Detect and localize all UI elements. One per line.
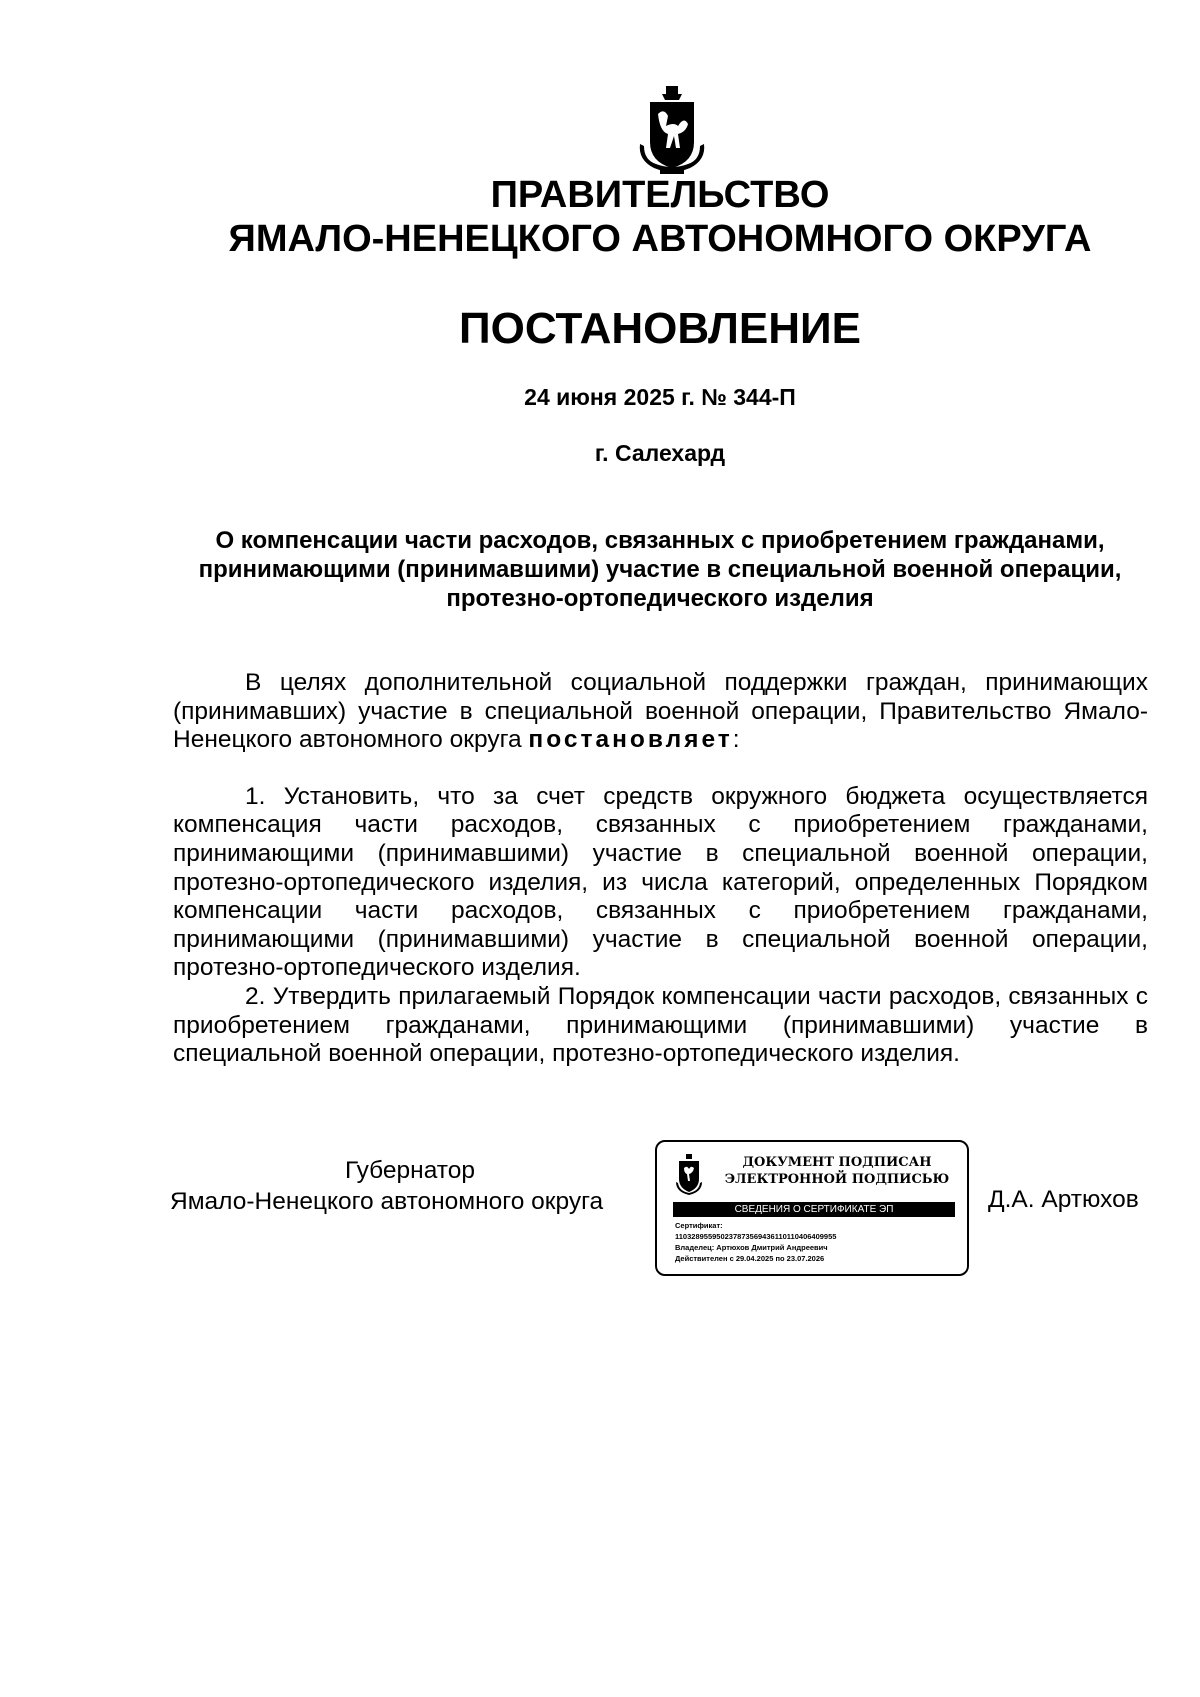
position-line2: Ямало-Ненецкого автономного округа — [170, 1188, 604, 1215]
document-type-title: ПОСТАНОВЛЕНИЕ — [458, 304, 862, 353]
clause-2: 2. Утвердить прилагаемый Порядок компенсации части расходов, связанных с приобретением гражданами, принимающими (принимавшими) участие в специальной военной операции, протезно-ортопедического изделия. — [173, 982, 1148, 1068]
preamble-verb: постановляет — [528, 726, 733, 754]
coat-of-arms-emblem — [636, 84, 708, 176]
stamp-cert-number: 110328955950237873569436110110406409955 — [675, 1232, 837, 1241]
signer-name: Д.А. Артюхов — [988, 1186, 1139, 1213]
stamp-title — [717, 1154, 957, 1188]
position-line1: Губернатор — [345, 1157, 475, 1184]
preamble-tail: : — [732, 726, 740, 754]
org-name-line1: ПРАВИТЕЛЬСТВО — [490, 174, 830, 216]
stamp-title-line2: ЭЛЕКТРОННОЙ ПОДПИСЬЮ — [724, 1172, 950, 1187]
stamp-cert-label: Сертификат: — [675, 1221, 723, 1230]
org-name-line2: ЯМАЛО-НЕНЕЦКОГО АВТОНОМНОГО ОКРУГА — [228, 218, 1092, 260]
electronic-signature-stamp — [655, 1140, 969, 1276]
stamp-emblem-icon — [675, 1154, 703, 1196]
clause-1: 1. Установить, что за счет средств окружного бюджета осуществляется компенсация части расходов, связанных с приобретением гражданами, принимающими (принимавшими) участие в специальной военной операции, протезно-ортопедического изделия, из числа категорий, определенных Порядком компенсации части расходов, связанных с приобретением гражданами, принимающими (принимавшими) участие в специальной военной операции, протезно-ортопедического изделия. — [173, 782, 1148, 982]
stamp-owner: Владелец: Артюхов Дмитрий Андреевич — [675, 1243, 828, 1252]
stamp-validity: Действителен с 29.04.2025 по 23.07.2026 — [675, 1254, 825, 1263]
date-and-number: 24 июня 2025 г. № 344-П — [524, 384, 796, 410]
document-subject: О компенсации части расходов, связанных с приобретением гражданами, принимающими (принимавшими) участие в специальной военной операции, протезно-ортопедического изделия — [198, 527, 1122, 612]
signatory-position — [170, 1155, 650, 1217]
city: г. Салехард — [594, 440, 726, 466]
document-body — [173, 669, 1148, 1069]
preamble-paragraph — [173, 669, 1148, 755]
preamble-text: В целях дополнительной социальной поддержки граждан, принимающих (принимавших) участие в специальной военной операции, Правительство Ямало-Ненецкого автономного округа — [173, 669, 1148, 754]
stamp-cert-header: СВЕДЕНИЯ О СЕРТИФИКАТЕ ЭП — [673, 1202, 955, 1217]
stamp-title-line1: ДОКУМЕНТ ПОДПИСАН — [742, 1155, 932, 1170]
